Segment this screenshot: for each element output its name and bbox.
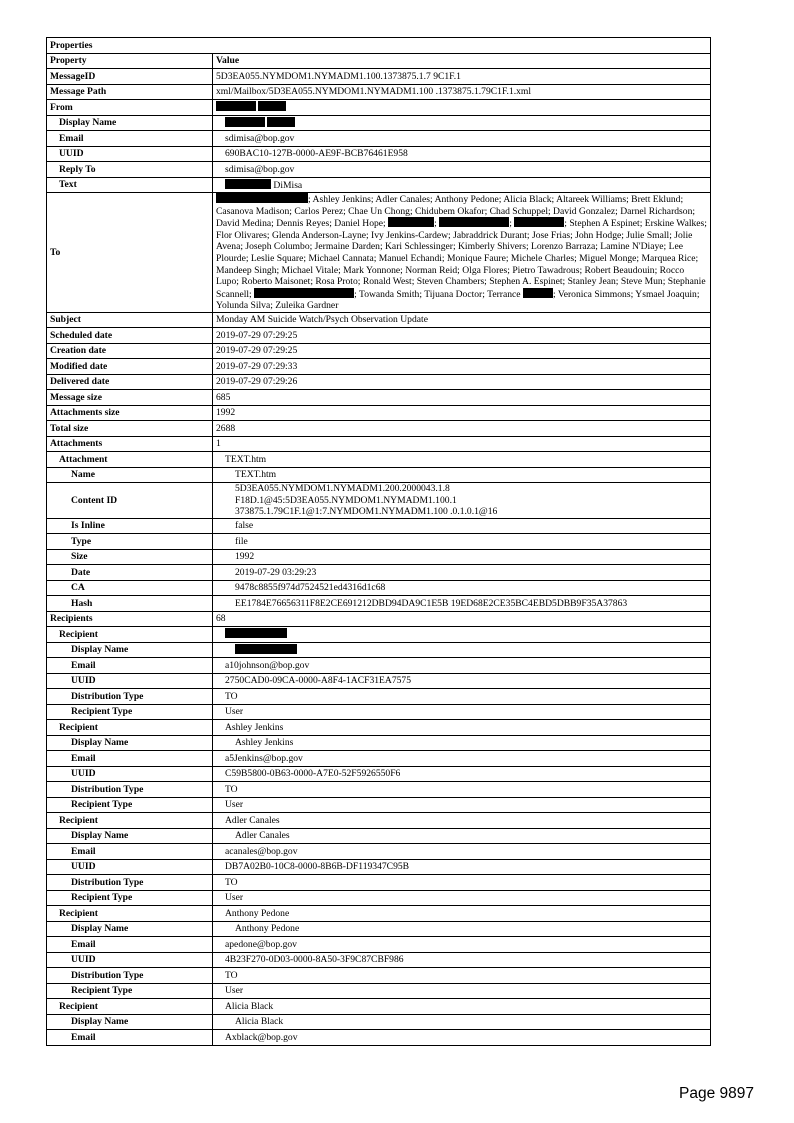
recipient-distribution-row: Distribution Type TO	[47, 875, 711, 891]
recipient-row: Recipient Alicia Black	[47, 999, 711, 1015]
recipient-display-name-row: Display Name Ashley Jenkins	[47, 735, 711, 751]
total-size-row: Total size 2688	[47, 421, 711, 437]
recipient-uuid-row: UUID 2750CAD0-09CA-0000-A8F4-1ACF31EA7575	[47, 673, 711, 689]
message-size-row: Message size 685	[47, 390, 711, 406]
recipient-display-name-row: Display Name	[47, 642, 711, 658]
redaction	[216, 101, 256, 111]
attachments-size-row: Attachments size 1992	[47, 405, 711, 421]
content-id-row: Content ID 5D3EA055.NYMDOM1.NYMADM1.200.2000043.1.8 F18D.1@45:5D3EA055.NYMDOM1.NYMADM1.100.1 373875.1.79C1F.1@1:7.NYMDOM1.NYMADM1.100 .0.1.0.1@16	[47, 483, 711, 519]
header-row: Property Value	[47, 53, 711, 69]
recipient-uuid-row: UUID C59B5800-0B63-0000-A7E0-52F5926550F6	[47, 766, 711, 782]
to-row: To ; Ashley Jenkins; Adler Canales; Anthony Pedone; Alicia Black; Altareek Williams; Brett Eklund; Casanova Madison; Carlos Perez; Chae Un Chong; Chidubem Okafor; Chad Schuppel; David Gonzalez; Darnel Richardson; David Medina; Dennis Reyes; Daniel Hope; ; ; ; Stephen A Espinet; Erskine Walkes; Flor Olivares; Glenda Anderson-Layne; Ivy Jenkins-Cardew; Jabraddrick Durant; Jose Frias; John Hodge; Julie Small; Jolie Avena; Joseph Columbo; Jermaine Darden; Kari Schlessinger; Kimberly Shivers; Lorenzo Barraza; Lamine N'Diaye; Lee Plourde; Leslie Square; Michael Cannata; Manuel Echandi; Monique Faure; Michele Charles; Miguel Monge; Marquea Rice; Mandeep Singh; Michael Vitale; Mark Yonnone; Norman Reid; Olga Flores; Pietro Tawadrous; Robert Beaudouin; Rocco Lupo; Roberto Maisonet; Rosa Proto; Ronald West; Steven Chambers; Stephen A. Espinet; Stanley Jean; Steve Mun; Stephanie Scannell; ; Towanda Smith; Tijuana Doctor; Terrance ; Veronica Simmons; Ysmael Joaquin; Yolunda Silva; Zuleika Gardner	[47, 193, 711, 313]
subject-row: Subject Monday AM Suicide Watch/Psych Observation Update	[47, 312, 711, 328]
redaction	[235, 644, 297, 654]
recipient-display-name-row: Display Name Alicia Black	[47, 1014, 711, 1030]
modified-date-row: Modified date 2019-07-29 07:29:33	[47, 359, 711, 375]
recipient-row: Recipient Ashley Jenkins	[47, 720, 711, 736]
delivered-date-row: Delivered date 2019-07-29 07:29:26	[47, 374, 711, 390]
redaction	[514, 217, 564, 227]
uuid-row: UUID 690BAC10-127B-0000-AE9F-BCB76461E958	[47, 146, 711, 162]
recipient-row: Recipient	[47, 627, 711, 643]
recipient-uuid-row: UUID DB7A02B0-10C8-0000-8B6B-DF119347C95B	[47, 859, 711, 875]
text-row: Text DiMisa	[47, 177, 711, 193]
email-row: Email sdimisa@bop.gov	[47, 131, 711, 147]
recipient-email-row: Email apedone@bop.gov	[47, 937, 711, 953]
recipient-email-row: Email acanales@bop.gov	[47, 844, 711, 860]
recipient-type-row: Recipient Type User	[47, 704, 711, 720]
recipient-row: Recipient Anthony Pedone	[47, 906, 711, 922]
recipient-display-name-row: Display Name Anthony Pedone	[47, 921, 711, 937]
recipients-row: Recipients 68	[47, 611, 711, 627]
recipient-email-row: Email a5Jenkins@bop.gov	[47, 751, 711, 767]
recipient-uuid-row: UUID 4B23F270-0D03-0000-8A50-3F9C87CBF986	[47, 952, 711, 968]
title-row: Properties	[47, 38, 711, 54]
redaction	[258, 101, 286, 111]
recipient-type-row: Recipient Type User	[47, 890, 711, 906]
redaction	[388, 217, 434, 227]
type-row: Type file	[47, 534, 711, 550]
recipient-email-row: Email Axblack@bop.gov	[47, 1030, 711, 1046]
redaction	[225, 628, 287, 638]
recipient-row: Recipient Adler Canales	[47, 813, 711, 829]
display-name-row: Display Name	[47, 115, 711, 131]
attachments-row: Attachments 1	[47, 436, 711, 452]
message-id-row: MessageID 5D3EA055.NYMDOM1.NYMADM1.100.1373875.1.7 9C1F.1	[47, 69, 711, 85]
recipient-display-name-row: Display Name Adler Canales	[47, 828, 711, 844]
scheduled-date-row: Scheduled date 2019-07-29 07:29:25	[47, 328, 711, 344]
recipient-distribution-row: Distribution Type TO	[47, 689, 711, 705]
properties-table	[46, 37, 711, 1046]
redaction	[267, 117, 295, 127]
redaction	[439, 217, 509, 227]
ca-row: CA 9478c8855f974d7524521ed4316d1c68	[47, 580, 711, 596]
recipient-distribution-row: Distribution Type TO	[47, 782, 711, 798]
attachment-row: Attachment TEXT.htm	[47, 452, 711, 468]
redaction	[225, 117, 265, 127]
attachment-name-row: Name TEXT.htm	[47, 467, 711, 483]
recipient-type-row: Recipient Type User	[47, 983, 711, 999]
size-row: Size 1992	[47, 549, 711, 565]
page-number: Page 9897	[679, 1085, 754, 1102]
hash-row: Hash EE1784E76656311F8E2CE691212DBD94DA9C1E5B 19ED68E2CE35BC4EBD5DBB9F35A37863	[47, 596, 711, 612]
reply-to-row: Reply To sdimisa@bop.gov	[47, 162, 711, 178]
is-inline-row: Is Inline false	[47, 518, 711, 534]
date-row: Date 2019-07-29 03:29:23	[47, 565, 711, 581]
creation-date-row: Creation date 2019-07-29 07:29:25	[47, 343, 711, 359]
redaction	[523, 288, 553, 298]
redaction	[225, 179, 271, 189]
message-path-row: Message Path xml/Mailbox/5D3EA055.NYMDOM1.NYMADM1.100 .1373875.1.79C1F.1.xml	[47, 84, 711, 100]
redaction	[216, 193, 308, 203]
recipient-distribution-row: Distribution Type TO	[47, 968, 711, 984]
recipient-type-row: Recipient Type User	[47, 797, 711, 813]
recipient-email-row: Email a10johnson@bop.gov	[47, 658, 711, 674]
redaction	[254, 288, 354, 298]
from-row: From	[47, 100, 711, 116]
